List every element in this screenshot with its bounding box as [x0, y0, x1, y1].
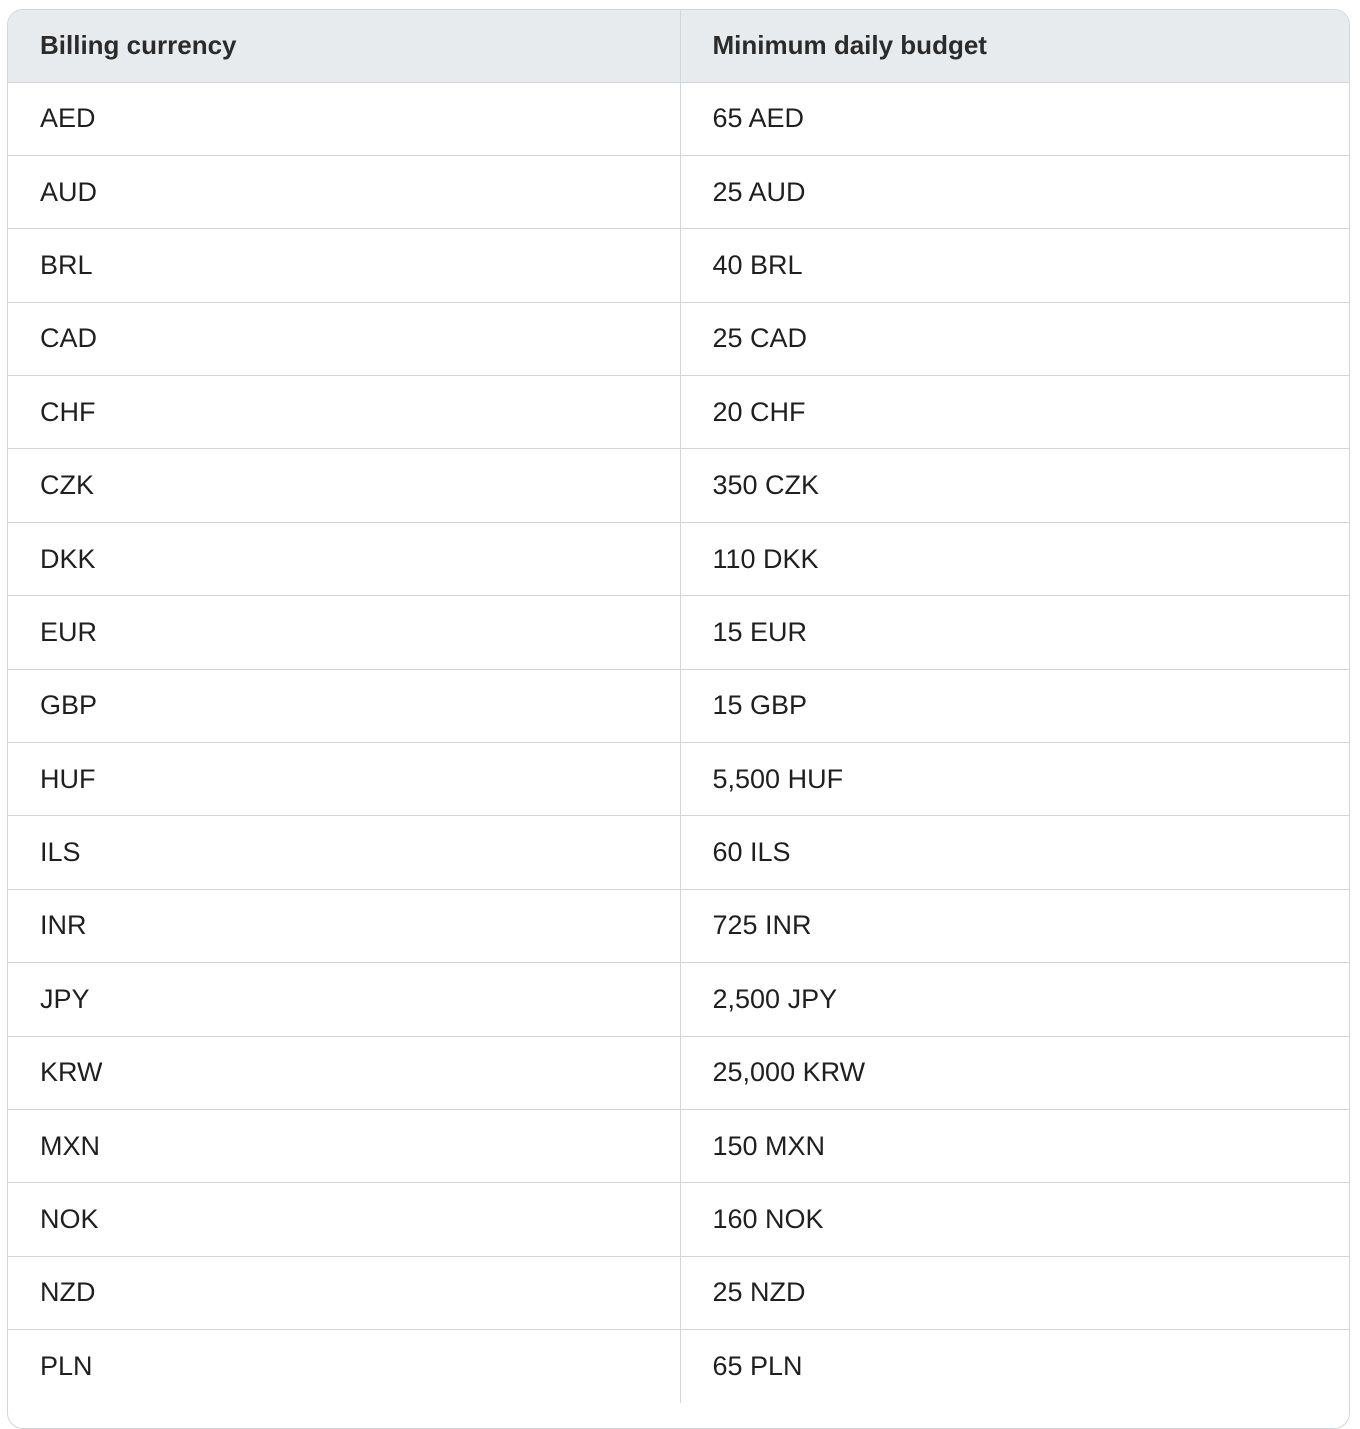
billing-currency-cell: JPY: [8, 963, 680, 1036]
currency-budget-table: [7, 9, 1350, 1429]
minimum-daily-budget-cell: 725 INR: [680, 889, 1350, 962]
minimum-daily-budget-cell: 5,500 HUF: [680, 743, 1350, 816]
billing-currency-cell: BRL: [8, 229, 680, 302]
billing-currency-cell: EUR: [8, 596, 680, 669]
table-row: [8, 1183, 1350, 1256]
billing-currency-cell: MXN: [8, 1109, 680, 1182]
billing-currency-cell: GBP: [8, 669, 680, 742]
table-row: [8, 522, 1350, 595]
table-row: [8, 889, 1350, 962]
minimum-daily-budget-cell: 65 AED: [680, 82, 1350, 155]
minimum-daily-budget-cell: 350 CZK: [680, 449, 1350, 522]
billing-currency-cell: PLN: [8, 1330, 680, 1403]
minimum-daily-budget-cell: 25 NZD: [680, 1256, 1350, 1329]
table-row: [8, 449, 1350, 522]
billing-currency-cell: INR: [8, 889, 680, 962]
minimum-daily-budget-cell: 65 PLN: [680, 1330, 1350, 1403]
data-table: [8, 10, 1350, 1403]
minimum-daily-budget-cell: 110 DKK: [680, 522, 1350, 595]
table-row: [8, 963, 1350, 1036]
billing-currency-cell: NOK: [8, 1183, 680, 1256]
billing-currency-cell: AUD: [8, 155, 680, 228]
table-body: [8, 82, 1350, 1403]
billing-currency-cell: ILS: [8, 816, 680, 889]
minimum-daily-budget-cell: 25,000 KRW: [680, 1036, 1350, 1109]
minimum-daily-budget-cell: 150 MXN: [680, 1109, 1350, 1182]
table-row: [8, 743, 1350, 816]
billing-currency-cell: CAD: [8, 302, 680, 375]
table-row: [8, 1256, 1350, 1329]
billing-currency-cell: DKK: [8, 522, 680, 595]
minimum-daily-budget-cell: 160 NOK: [680, 1183, 1350, 1256]
table-row: [8, 1330, 1350, 1403]
header-billing-currency: Billing currency: [8, 10, 680, 82]
table-row: [8, 229, 1350, 302]
table-row: [8, 1109, 1350, 1182]
billing-currency-cell: AED: [8, 82, 680, 155]
billing-currency-cell: CZK: [8, 449, 680, 522]
table-row: [8, 816, 1350, 889]
table-row: [8, 82, 1350, 155]
minimum-daily-budget-cell: 25 CAD: [680, 302, 1350, 375]
minimum-daily-budget-cell: 20 CHF: [680, 376, 1350, 449]
table-row: [8, 1036, 1350, 1109]
table-row: [8, 155, 1350, 228]
minimum-daily-budget-cell: 25 AUD: [680, 155, 1350, 228]
minimum-daily-budget-cell: 15 GBP: [680, 669, 1350, 742]
minimum-daily-budget-cell: 40 BRL: [680, 229, 1350, 302]
billing-currency-cell: KRW: [8, 1036, 680, 1109]
table-row: [8, 302, 1350, 375]
header-minimum-daily-budget: Minimum daily budget: [680, 10, 1350, 82]
minimum-daily-budget-cell: 60 ILS: [680, 816, 1350, 889]
billing-currency-cell: HUF: [8, 743, 680, 816]
minimum-daily-budget-cell: 15 EUR: [680, 596, 1350, 669]
table-row: [8, 596, 1350, 669]
table-row: [8, 669, 1350, 742]
header-row: [8, 10, 1350, 82]
billing-currency-cell: CHF: [8, 376, 680, 449]
minimum-daily-budget-cell: 2,500 JPY: [680, 963, 1350, 1036]
table-row: [8, 376, 1350, 449]
table-header: [8, 10, 1350, 82]
billing-currency-cell: NZD: [8, 1256, 680, 1329]
